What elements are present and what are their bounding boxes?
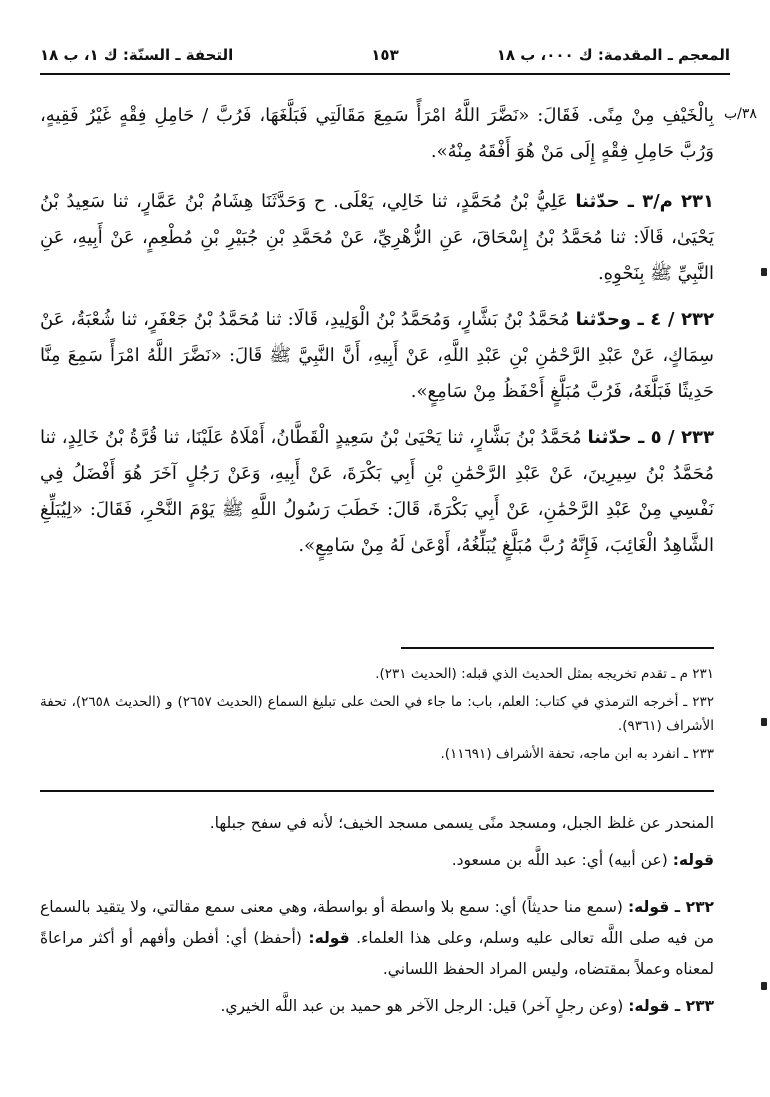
commentary-233-text: (وعن رجلٍ آخر) قيل: الرجل الآخر هو حميد بن عبد اللَّه الخيري. bbox=[220, 997, 624, 1015]
commentary-232-text-a: (سمع منا حديثاً) أي: سمع بلا واسطة أو بواسطة، وهي معنى سمع مقالتي، ولا يتقيد بالسماع من فيه صلى اللَّه تعالى عليه وسلم، وعلى هذا العلماء. bbox=[40, 898, 715, 947]
header-left: التحفة ـ السنّة: ك ١، ب ١٨ bbox=[40, 46, 234, 64]
header-right: المعجم ـ المقدمة: ك ٠٠٠، ب ١٨ bbox=[496, 46, 730, 64]
hadith-233-label: ٢٣٣ / ٥ ـ حدّثنا bbox=[587, 427, 714, 448]
commentary-232-text-b: (أحفظ) أي: أفطن وأفهم أو أكثر مراعاةً لمعناه وعملاً بمقتضاه، وليس المراد الحفظ اللساني. bbox=[40, 929, 714, 978]
margin-folio-note: ٣٨/ب bbox=[724, 106, 757, 122]
commentary-abihi bbox=[40, 845, 714, 876]
running-header bbox=[40, 46, 730, 74]
footnote-231: ٢٣١ م ـ تقدم تخريجه بمثل الحديث الذي قبله: (الحديث ٢٣١). bbox=[375, 666, 714, 682]
edge-mark bbox=[761, 718, 767, 726]
hadith-231 bbox=[40, 184, 714, 292]
commentary bbox=[40, 808, 714, 1028]
header-rule bbox=[40, 73, 730, 75]
footnote-233: ٢٣٣ ـ انفرد به ابن ماجه، تحفة الأشراف (١١٦٩١). bbox=[440, 746, 714, 762]
commentary-232 bbox=[40, 892, 714, 985]
edge-mark bbox=[761, 982, 767, 990]
hadith-233 bbox=[40, 420, 714, 564]
edge-mark bbox=[761, 268, 767, 276]
footnote-rule bbox=[401, 647, 714, 649]
hadith-232-label: ٢٣٢ / ٤ ـ وحدّثنا bbox=[575, 309, 714, 330]
commentary-line-1: المنحدر عن غلظ الجبل، ومسجد منًى يسمى مسجد الخيف؛ لأنه في سفح جبلها. bbox=[209, 814, 714, 832]
footnote-232: ٢٣٢ ـ أخرجه الترمذي في كتاب: العلم، باب: ما جاء في الحث على تبليغ السماع (الحديث ٢٦٥٧) و (الحديث ٢٦٥٨)، تحفة الأشراف (٩٣٦١). bbox=[40, 694, 714, 734]
footnotes bbox=[40, 662, 714, 770]
hadith-232 bbox=[40, 302, 714, 410]
hadith-text bbox=[40, 98, 714, 574]
commentary-label: قوله: bbox=[672, 851, 714, 869]
hadith-231-label: ٢٣١ م/٣ ـ حدّثنا bbox=[575, 191, 714, 212]
commentary-abihi-text: (عن أبيه) أي: عبد اللَّه بن مسعود. bbox=[451, 851, 668, 869]
page-number: ١٥٣ bbox=[371, 46, 399, 64]
hadith-231-text: عَلِيُّ بْنُ مُحَمَّدٍ، ثنا خَالِي، يَعْلَى. ح وَحَدَّثَنَا هِشَامُ بْنُ عَمَّارٍ، ثنا سَعِيدُ بْنُ يَحْيَىٰ، قَالَا: ثنا مُحَمَّدُ بْنُ إِسْحَاقَ، عَنِ الزُّهْرِيِّ، عَنْ مُحَمَّدِ بْنِ جُبَيْرِ بْنِ مُطْعِمٍ، عَنْ أَبِيهِ، عَنِ النَّبِيِّ ﷺ بِنَحْوِهِ. bbox=[40, 191, 714, 284]
hadith-intro bbox=[40, 98, 714, 170]
commentary-rule bbox=[40, 790, 714, 792]
hadith-232-text: مُحَمَّدُ بْنُ بَشَّارٍ، وَمُحَمَّدُ بْنُ الْوَلِيدِ، قَالَا: ثنا مُحَمَّدُ بْنُ جَعْفَرٍ، ثنا شُعْبَةُ، عَنْ سِمَاكٍ، عَنْ عَبْدِ الرَّحْمَٰنِ بْنِ عَبْدِ اللَّهِ، عَنْ أَبِيهِ، أَنَّ النَّبِيَّ ﷺ قَالَ: «نَضَّرَ اللَّهُ امْرَأً سَمِعَ مِنَّا حَدِيثًا فَبَلَّغَهُ، فَرُبَّ مُبَلَّغٍ أَحْفَظُ مِنْ سَامِعٍ». bbox=[40, 309, 714, 402]
hadith-233-text: مُحَمَّدُ بْنُ بَشَّارٍ، ثنا يَحْيَىٰ بْنُ سَعِيدٍ الْقَطَّانُ، أَمْلَاهُ عَلَيْنَا، ثنا قُرَّةُ بْنُ خَالِدٍ، ثنا مُحَمَّدُ بْنُ سِيرِينَ، عَنْ عَبْدِ الرَّحْمَٰنِ بْنِ أَبِي بَكْرَةَ، عَنْ أَبِيهِ، وَعَنْ رَجُلٍ آخَرَ هُوَ أَفْضَلُ فِي نَفْسِي مِنْ عَبْدِ الرَّحْمَٰنِ، عَنْ أَبِي بَكْرَةَ، قَالَ: خَطَبَ رَسُولُ اللَّهِ ﷺ يَوْمَ النَّحْرِ، فَقَالَ: «لِيُبَلِّغِ الشَّاهِدُ الْغَائِبَ، فَإِنَّهُ رُبَّ مُبَلَّغٍ يُبَلِّغُهُ، أَوْعَىٰ لَهُ مِنْ سَامِعٍ». bbox=[40, 427, 714, 556]
commentary-233-label: ٢٣٣ ـ قوله: bbox=[628, 997, 714, 1015]
hadith-intro-text: بِالْخَيْفِ مِنْ مِنًى. فَقَالَ: «نَضَّرَ اللَّهُ امْرَأً سَمِعَ مَقَالَتِي فَبَلَّغَهَا، فَرُبَّ / حَامِلِ فِقْهٍ غَيْرُ فَقِيهٍ، وَرُبَّ حَامِلِ فِقْهٍ إِلَى مَنْ هُوَ أَفْقَهُ مِنْهُ». bbox=[40, 105, 714, 162]
commentary-232-label: ٢٣٢ ـ قوله: bbox=[627, 898, 714, 916]
commentary-233 bbox=[40, 991, 714, 1022]
commentary-232-label-2: قوله: bbox=[308, 929, 350, 947]
